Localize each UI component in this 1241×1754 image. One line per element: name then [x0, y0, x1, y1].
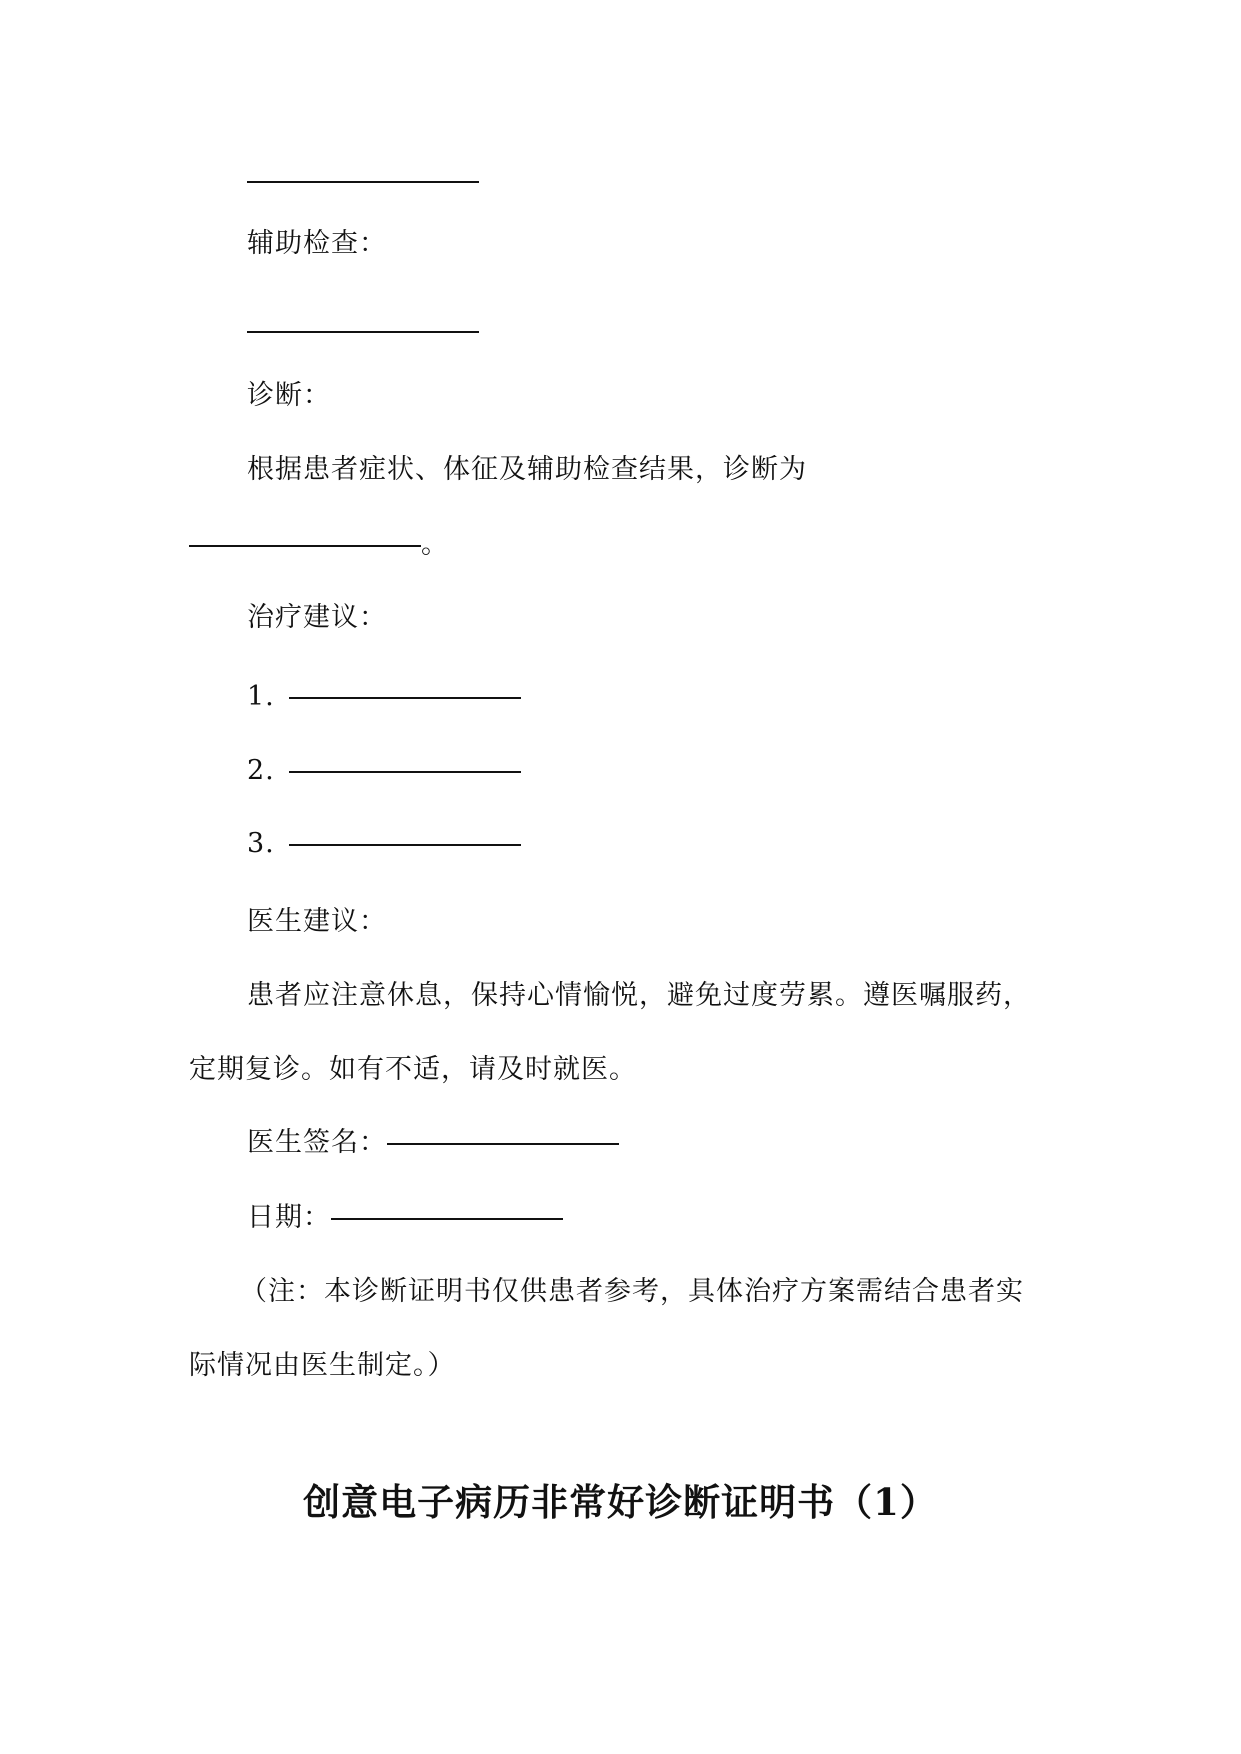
advice-line-1: 患者应注意休息，保持心情愉悦，避免过度劳累。遵医嘱服药， [247, 980, 1031, 1011]
diagnosis-blank-row [189, 527, 449, 563]
signature-label: 医生签名： [247, 1127, 387, 1158]
treatment-item-number: 2. [247, 755, 275, 786]
blank-line-signature [387, 1143, 619, 1145]
blank-line-treatment-2 [289, 771, 521, 773]
diagnosis-text: 根据患者症状、体征及辅助检查结果，诊断为 [247, 454, 807, 485]
blank-line-top [247, 181, 479, 183]
treatment-item-2 [247, 753, 521, 789]
blank-line-date [331, 1218, 563, 1220]
blank-line-treatment-1 [289, 697, 521, 699]
note-line-2: 际情况由医生制定。） [189, 1350, 456, 1381]
next-section-title: 创意电子病历非常好诊断证明书（1） [303, 1480, 938, 1524]
treatment-item-number: 3. [247, 828, 275, 859]
note-line-1: （注：本诊断证明书仅供患者参考，具体治疗方案需结合患者实 [240, 1276, 1024, 1307]
diagnosis-end: 。 [421, 529, 449, 560]
aux-exam-label: 辅助检查： [247, 228, 387, 259]
treatment-label: 治疗建议： [247, 602, 387, 633]
blank-line-treatment-3 [289, 844, 521, 846]
advice-line-2: 定期复诊。如有不适，请及时就医。 [189, 1054, 637, 1085]
signature-row [247, 1125, 619, 1161]
date-row [247, 1200, 563, 1236]
treatment-item-number: 1. [247, 681, 275, 712]
date-label: 日期： [247, 1202, 331, 1233]
treatment-item-1 [247, 679, 521, 715]
doctor-advice-label: 医生建议： [247, 906, 387, 937]
treatment-item-3 [247, 826, 521, 862]
blank-line-diagnosis [189, 545, 421, 547]
diagnosis-label: 诊断： [247, 380, 331, 411]
blank-line-aux-exam [247, 331, 479, 333]
